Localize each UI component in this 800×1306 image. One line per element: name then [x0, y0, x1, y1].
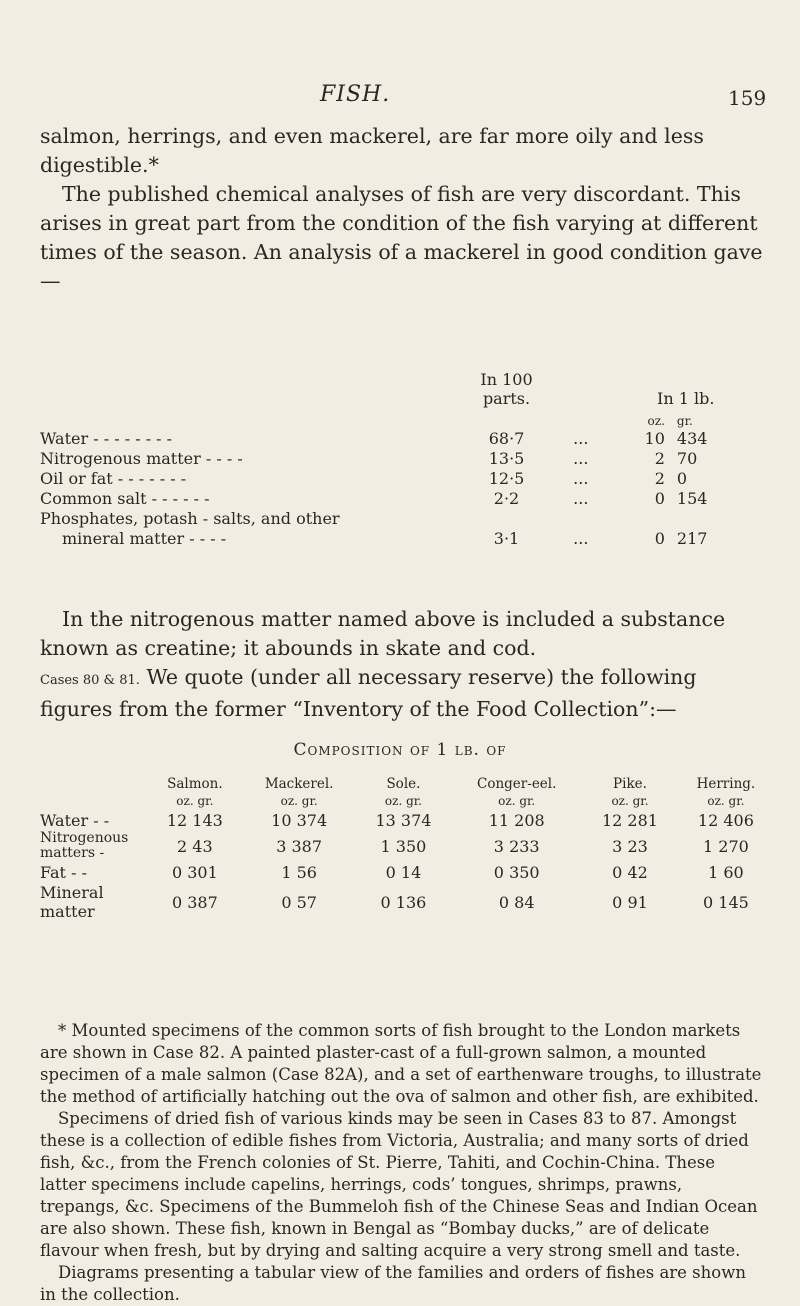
pct-value: 68·7 — [488, 429, 525, 448]
unit-label: oz. gr. — [280, 794, 318, 808]
row-label: Common salt - - - - - - — [40, 489, 210, 508]
cell: 11 208 — [488, 810, 545, 830]
cell: 3 233 — [493, 836, 540, 856]
column-header: Herring. — [696, 776, 756, 792]
pct-value: 3·1 — [493, 529, 520, 548]
gr-value: 70 — [676, 449, 698, 468]
col-header-pct: In 100 parts. — [480, 370, 533, 408]
row-label: Fat - - — [40, 862, 87, 882]
oz-value: 0 — [654, 529, 665, 548]
cell: 0 14 — [385, 862, 422, 882]
footnote-paragraph: * Mounted specimens of the common sorts of fish brought to the London markets are shown in Case 82. A painted plaster-cast of a full-grown salmon, a mounted specimen of a male salmon (Case 82A), and a set of earthenware troughs, to illustrate the method of artificially hatching out the ova of salmon and other fish, are exhibited. — [40, 1021, 762, 1106]
unit-label: oz. gr. — [707, 794, 745, 808]
unit-label: oz. gr. — [176, 794, 214, 808]
cell: 0 145 — [703, 892, 749, 912]
gr-value: 154 — [676, 489, 708, 508]
column-header: Conger-eel. — [477, 776, 557, 792]
row-label: Nitrogenous matters - — [40, 830, 129, 861]
cell: 12 281 — [601, 810, 658, 830]
unit-label: oz. gr. — [611, 794, 649, 808]
cell: 12 406 — [697, 810, 754, 830]
cell: 13 374 — [375, 810, 432, 830]
footnote-paragraph: Diagrams presenting a tabular view of the families and orders of fishes are shown in the collection. — [40, 1263, 746, 1304]
table-row: Water - - - - - - - - 68·7 ... 10 434 — [40, 428, 766, 448]
inventory-paragraph: We quote (under all necessary reserve) the following figures from the former “Inventory of the Food Collection”:— — [40, 665, 697, 721]
cell: 0 91 — [612, 892, 648, 912]
intro-line: salmon, herrings, and even mackerel, are far more oily and less digestible.* — [40, 124, 704, 177]
oz-value: 0 — [654, 489, 665, 508]
row-label: Mineral matter — [40, 883, 104, 921]
pct-value: 13·5 — [488, 449, 525, 468]
composition-table — [40, 775, 775, 921]
table-row — [40, 508, 766, 528]
cell: 10 374 — [271, 810, 328, 830]
table-row: Nitrogenous matter - - - - 13·5 ... 2 70 — [40, 448, 766, 468]
cell: 1 350 — [380, 836, 427, 856]
table-row — [40, 883, 775, 921]
pct-value — [457, 508, 556, 528]
column-header: Sole. — [386, 776, 421, 792]
gr-value: 0 — [676, 469, 688, 488]
cell: 3 387 — [276, 836, 323, 856]
cell: 3 23 — [612, 836, 648, 856]
row-label: mineral matter - - - - — [62, 529, 227, 548]
oz-value: 10 — [644, 429, 665, 448]
cell: 0 136 — [380, 892, 427, 912]
unit-label: oz. gr. — [384, 794, 422, 808]
cell: 2 43 — [177, 836, 213, 856]
table-row: Oil or fat - - - - - - - 12·5 ... 2 0 — [40, 468, 766, 488]
row-label: Phosphates, potash - salts, and other — [40, 509, 340, 528]
gr-value: 217 — [676, 529, 708, 548]
cell: 12 143 — [166, 810, 223, 830]
cell: 1 270 — [703, 836, 749, 856]
cell: 0 387 — [171, 892, 218, 912]
page-number: 159 — [728, 86, 767, 110]
oz-value — [606, 508, 677, 528]
row-label: Nitrogenous matter - - - - — [40, 449, 243, 468]
intro-text — [40, 122, 766, 296]
footnote-paragraph: Specimens of dried fish of various kinds may be seen in Cases 83 to 87. Amongst these is a collection of edible fishes from Victoria, Australia; and many sorts of dried fish, &c., from the French colonies of St. Pierre, Tahiti, and Cochin-China. These latter specimens include capelins, herrings, cods’ tongues, shrimps, prawns, trepangs, &c. Specimens of the Bummeloh fish of the Chinese Seas and Indian Ocean are also shown. These fish, known in Bengal as “Bombay ducks,” are of delicate flavour when fresh, but by drying and salting acquire a very strong smell and taste. — [40, 1109, 758, 1260]
cell: 0 42 — [612, 862, 648, 882]
margin-note: Cases 80 & 81. — [40, 673, 140, 688]
oz-value: 2 — [654, 449, 665, 468]
cell: 1 60 — [708, 862, 744, 882]
cell: 0 84 — [498, 892, 535, 912]
unit-label: oz. gr. — [498, 794, 536, 808]
row-label: Water - - - - - - - - — [40, 429, 173, 448]
unit-oz: oz. — [647, 414, 665, 428]
intro-paragraph: The published chemical analyses of fish are very discordant. This arises in great part from the condition of the fish varying at different times of the season. An analysis of a mackerel in good condition gave— — [40, 182, 763, 293]
mackerel-analysis-table — [40, 370, 766, 548]
oz-value: 2 — [654, 469, 665, 488]
creatine-paragraph: In the nitrogenous matter named above is included a substance known as creatine; it abounds in skate and cod. — [40, 607, 726, 660]
cell: 0 301 — [171, 862, 218, 882]
pct-value: 2·2 — [493, 489, 520, 508]
cell: 0 57 — [281, 892, 317, 912]
table-row — [40, 809, 775, 831]
gr-value — [677, 508, 766, 528]
pct-value: 12·5 — [488, 469, 525, 488]
unit-gr: gr. — [676, 414, 693, 428]
column-header: Salmon. — [167, 776, 223, 792]
column-header: Mackerel. — [264, 776, 334, 792]
composition-heading: Composition of 1 lb. of — [293, 740, 507, 760]
table-row: mineral matter - - - - 3·1 ... 0 217 — [40, 528, 766, 548]
row-label: Water - - — [40, 810, 110, 830]
cell: 0 350 — [493, 862, 540, 882]
footnotes — [40, 1020, 766, 1306]
gr-value: 434 — [676, 429, 708, 448]
cell: 1 56 — [281, 862, 317, 882]
row-label: Oil or fat - - - - - - - — [40, 469, 187, 488]
col-header-lb: In 1 lb. — [657, 389, 715, 408]
middle-text — [40, 605, 766, 724]
page-header — [0, 82, 800, 118]
table-row — [40, 831, 775, 861]
column-header: Pike. — [613, 776, 647, 792]
table-row — [40, 861, 775, 883]
running-title: FISH. — [320, 82, 391, 107]
table-row: Common salt - - - - - - 2·2 ... 0 154 — [40, 488, 766, 508]
